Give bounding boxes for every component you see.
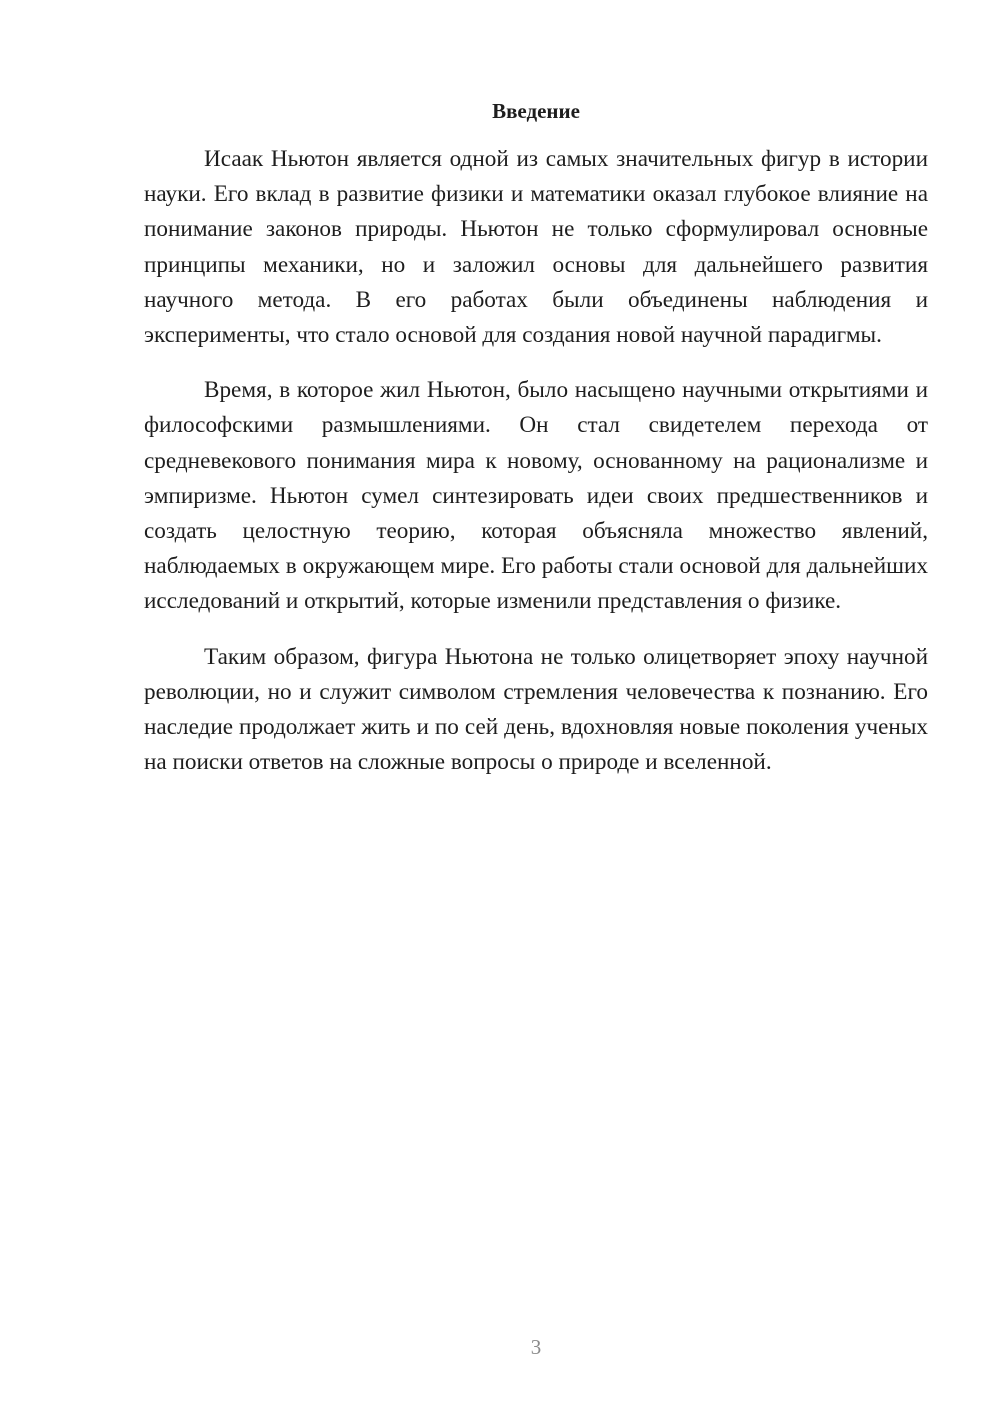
paragraph-3: Таким образом, фигура Ньютона не только олицетворяет эпоху научной революции, но и служит символом стремления человечества к познанию. Его наследие продолжает жить и по сей день, вдохновляя новые поколения ученых на поиски ответов на сложные вопросы о природе и вселенной.: [144, 643, 928, 776]
page-number: 3: [530, 1335, 542, 1359]
section-heading: Введение: [492, 99, 580, 123]
paragraph-2: Время, в которое жил Ньютон, было насыщено научными открытиями и философскими размышлениями. Он стал свидетелем перехода от средневекового понимания мира к новому, основанному на рационализме и эмпиризме. Ньютон сумел синтезировать идеи своих предшественников и создать целостную теорию, которая объясняла множество явлений, наблюдаемых в окружающем мире. Его работы стали основой для дальнейших исследований и открытий, которые изменили представления о физике.: [144, 377, 928, 615]
body-text: [144, 142, 928, 800]
paragraph-1: Исаак Ньютон является одной из самых значительных фигур в истории науки. Его вклад в развитие физики и математики оказал глубокое влияние на понимание законов природы. Ньютон не только сформулировал основные принципы механики, но и заложил основы для дальнейшего развития научного метода. В его работах были объединены наблюдения и эксперименты, что стало основой для создания новой научной парадигмы.: [144, 146, 928, 349]
